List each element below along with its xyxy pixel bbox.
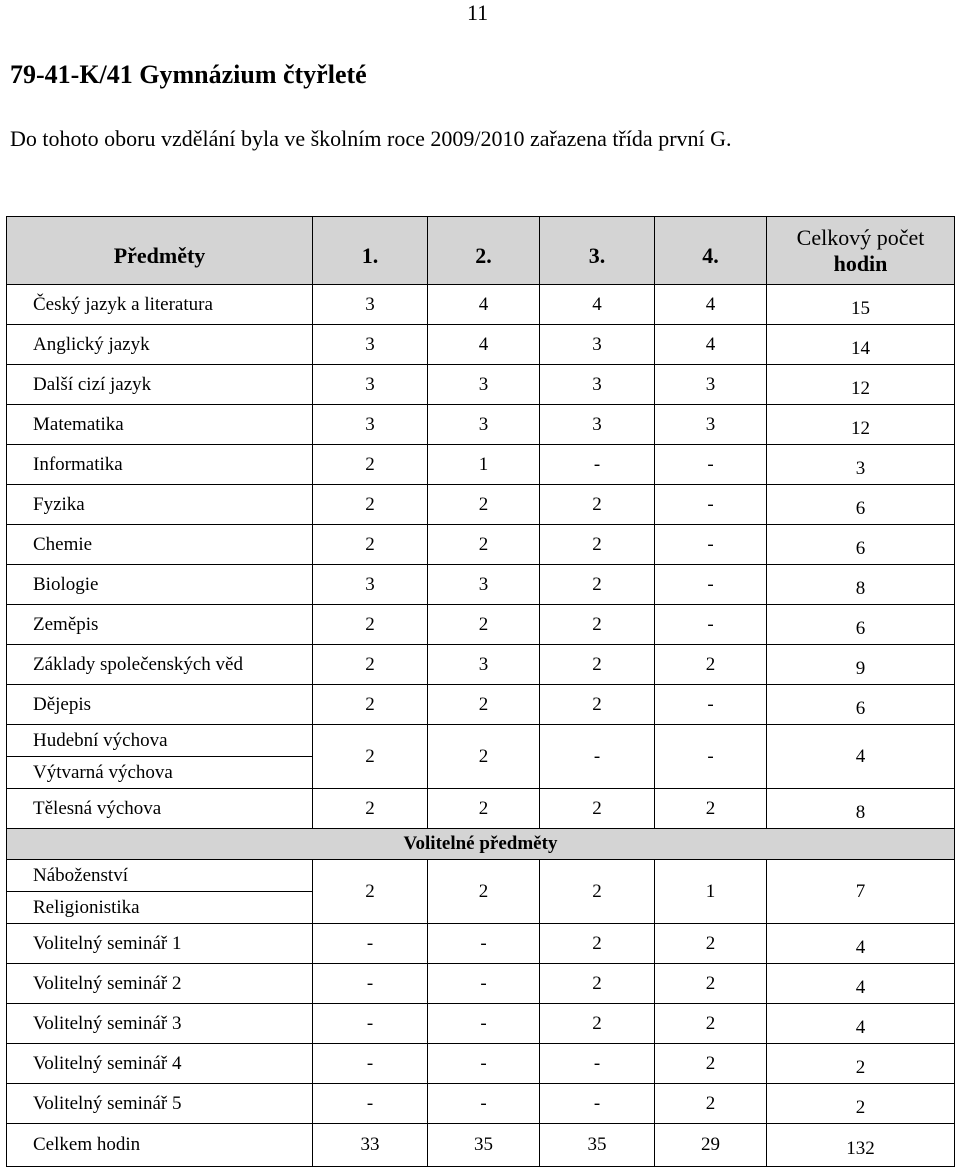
header-total-line2: hodin xyxy=(833,250,888,276)
total-hours-cell: 12 xyxy=(767,405,955,445)
page-number: 11 xyxy=(467,0,489,25)
hours-y3: 3 xyxy=(540,405,655,445)
total-hours-cell: 6 xyxy=(767,525,955,565)
hours-y2: 2 xyxy=(428,605,540,645)
hours-y3: 2 xyxy=(540,565,655,605)
table-row xyxy=(7,1084,955,1124)
total-hours-cell: 3 xyxy=(767,445,955,485)
hours-y3: 2 xyxy=(540,645,655,685)
header-year-4: 4. xyxy=(655,217,767,285)
table-row xyxy=(7,485,955,525)
hours-y3: 3 xyxy=(540,365,655,405)
total-hours-cell: 9 xyxy=(767,645,955,685)
table-row xyxy=(7,605,955,645)
hours-y2: - xyxy=(428,1084,540,1124)
hours-y4: 3 xyxy=(655,405,767,445)
subject-name: Zeměpis xyxy=(7,605,313,645)
hours-y2: 2 xyxy=(428,485,540,525)
hours-y4: - xyxy=(655,485,767,525)
subject-name: Matematika xyxy=(7,405,313,445)
hours-y4: - xyxy=(655,725,767,789)
total-hours-cell: 15 xyxy=(767,285,955,325)
hours-y2: - xyxy=(428,1004,540,1044)
subject-name: Volitelný seminář 2 xyxy=(7,964,313,1004)
hours-y4: 4 xyxy=(655,285,767,325)
subject-name: Fyzika xyxy=(7,485,313,525)
curriculum-table xyxy=(6,216,955,1167)
hours-y4: 29 xyxy=(655,1124,767,1167)
hours-y4: 4 xyxy=(655,325,767,365)
hours-y2: 2 xyxy=(428,685,540,725)
hours-y2: - xyxy=(428,1044,540,1084)
hours-y3: 2 xyxy=(540,964,655,1004)
hours-y3: 2 xyxy=(540,685,655,725)
hours-y1: 2 xyxy=(313,525,428,565)
hours-y4: - xyxy=(655,525,767,565)
hours-y2: 3 xyxy=(428,565,540,605)
hours-y3: - xyxy=(540,1044,655,1084)
table-header-row xyxy=(7,217,955,285)
hours-y3: 2 xyxy=(540,789,655,829)
subject-name: Náboženství xyxy=(7,860,313,892)
hours-y1: 3 xyxy=(313,325,428,365)
total-hours-cell: 8 xyxy=(767,789,955,829)
subject-name: Anglický jazyk xyxy=(7,325,313,365)
art-group-row xyxy=(7,725,955,757)
total-hours-cell: 4 xyxy=(767,1004,955,1044)
hours-y4: - xyxy=(655,605,767,645)
total-hours-cell: 6 xyxy=(767,685,955,725)
table-row xyxy=(7,565,955,605)
total-hours-cell: 7 xyxy=(767,860,955,924)
elective-section-title: Volitelné předměty xyxy=(7,829,955,860)
total-hours-cell: 132 xyxy=(767,1124,955,1167)
table-row xyxy=(7,685,955,725)
hours-y2: 3 xyxy=(428,405,540,445)
subject-name: Informatika xyxy=(7,445,313,485)
hours-y2: 3 xyxy=(428,365,540,405)
hours-y1: 2 xyxy=(313,485,428,525)
hours-y1: 3 xyxy=(313,565,428,605)
hours-y3: - xyxy=(540,1084,655,1124)
hours-y1: 2 xyxy=(313,645,428,685)
header-year-2: 2. xyxy=(428,217,540,285)
subject-name: Výtvarná výchova xyxy=(7,757,313,789)
hours-y2: 1 xyxy=(428,445,540,485)
hours-y4: 2 xyxy=(655,1004,767,1044)
header-subject: Předměty xyxy=(7,217,313,285)
subject-name: Základy společenských věd xyxy=(7,645,313,685)
subject-name: Chemie xyxy=(7,525,313,565)
table-row xyxy=(7,405,955,445)
hours-y3: 2 xyxy=(540,1004,655,1044)
total-hours-cell: 6 xyxy=(767,485,955,525)
hours-y1: 2 xyxy=(313,445,428,485)
hours-y1: 3 xyxy=(313,365,428,405)
hours-y4: 2 xyxy=(655,789,767,829)
table-row xyxy=(7,645,955,685)
subject-name: Další cizí jazyk xyxy=(7,365,313,405)
hours-y3: 2 xyxy=(540,485,655,525)
subject-name: Volitelný seminář 4 xyxy=(7,1044,313,1084)
hours-y1: 33 xyxy=(313,1124,428,1167)
hours-y1: - xyxy=(313,924,428,964)
hours-y4: 2 xyxy=(655,964,767,1004)
total-hours-cell: 4 xyxy=(767,725,955,789)
subject-name: Volitelný seminář 3 xyxy=(7,1004,313,1044)
table-row xyxy=(7,285,955,325)
total-hours-cell: 8 xyxy=(767,565,955,605)
elective-section-row xyxy=(7,829,955,860)
hours-y1: - xyxy=(313,1044,428,1084)
total-hours-cell: 12 xyxy=(767,365,955,405)
table-row xyxy=(7,924,955,964)
page-title: 79-41-K/41 Gymnázium čtyřleté xyxy=(10,60,367,89)
hours-y4: 2 xyxy=(655,645,767,685)
hours-y1: 3 xyxy=(313,405,428,445)
religion-group-row xyxy=(7,860,955,892)
subject-name: Dějepis xyxy=(7,685,313,725)
hours-y4: - xyxy=(655,565,767,605)
total-hours-cell: 6 xyxy=(767,605,955,645)
hours-y2: 2 xyxy=(428,789,540,829)
hours-y2: 35 xyxy=(428,1124,540,1167)
table-row xyxy=(7,1004,955,1044)
hours-y4: 2 xyxy=(655,924,767,964)
intro-paragraph: Do tohoto oboru vzdělání byla ve školním roce 2009/2010 zařazena třída první G. xyxy=(10,126,732,151)
total-hours-cell: 4 xyxy=(767,964,955,1004)
hours-y1: 3 xyxy=(313,285,428,325)
hours-y2: 4 xyxy=(428,325,540,365)
subject-name: Volitelný seminář 1 xyxy=(7,924,313,964)
header-total-hours xyxy=(767,217,955,285)
subject-name: Hudební výchova xyxy=(7,725,313,757)
hours-y4: 2 xyxy=(655,1084,767,1124)
hours-y4: 1 xyxy=(655,860,767,924)
hours-y1: 2 xyxy=(313,789,428,829)
hours-y1: 2 xyxy=(313,860,428,924)
hours-y3: 3 xyxy=(540,325,655,365)
header-year-3: 3. xyxy=(540,217,655,285)
total-row xyxy=(7,1124,955,1167)
hours-y1: - xyxy=(313,1004,428,1044)
hours-y3: 2 xyxy=(540,605,655,645)
subject-name: Celkem hodin xyxy=(7,1124,313,1167)
subject-name: Religionistika xyxy=(7,892,313,924)
subject-name: Biologie xyxy=(7,565,313,605)
subject-name: Český jazyk a literatura xyxy=(7,285,313,325)
hours-y1: - xyxy=(313,1084,428,1124)
hours-y3: 2 xyxy=(540,924,655,964)
hours-y2: 4 xyxy=(428,285,540,325)
hours-y1: 2 xyxy=(313,605,428,645)
hours-y1: 2 xyxy=(313,725,428,789)
table-row xyxy=(7,325,955,365)
hours-y1: 2 xyxy=(313,685,428,725)
hours-y4: - xyxy=(655,685,767,725)
table-row xyxy=(7,1044,955,1084)
hours-y3: 4 xyxy=(540,285,655,325)
hours-y3: 2 xyxy=(540,525,655,565)
table-row xyxy=(7,445,955,485)
hours-y2: - xyxy=(428,964,540,1004)
hours-y2: 2 xyxy=(428,525,540,565)
total-hours-cell: 2 xyxy=(767,1084,955,1124)
hours-y2: - xyxy=(428,924,540,964)
header-total-line1: Celkový počet xyxy=(796,224,925,250)
table-row xyxy=(7,964,955,1004)
hours-y3: 35 xyxy=(540,1124,655,1167)
total-hours-cell: 2 xyxy=(767,1044,955,1084)
hours-y2: 2 xyxy=(428,860,540,924)
table-row xyxy=(7,789,955,829)
total-hours-cell: 14 xyxy=(767,325,955,365)
hours-y4: 3 xyxy=(655,365,767,405)
hours-y2: 2 xyxy=(428,725,540,789)
hours-y3: - xyxy=(540,445,655,485)
hours-y3: - xyxy=(540,725,655,789)
subject-name: Tělesná výchova xyxy=(7,789,313,829)
hours-y1: - xyxy=(313,964,428,1004)
hours-y4: 2 xyxy=(655,1044,767,1084)
header-year-1: 1. xyxy=(313,217,428,285)
hours-y3: 2 xyxy=(540,860,655,924)
hours-y4: - xyxy=(655,445,767,485)
hours-y2: 3 xyxy=(428,645,540,685)
table-row xyxy=(7,525,955,565)
subject-name: Volitelný seminář 5 xyxy=(7,1084,313,1124)
total-hours-cell: 4 xyxy=(767,924,955,964)
table-row xyxy=(7,365,955,405)
